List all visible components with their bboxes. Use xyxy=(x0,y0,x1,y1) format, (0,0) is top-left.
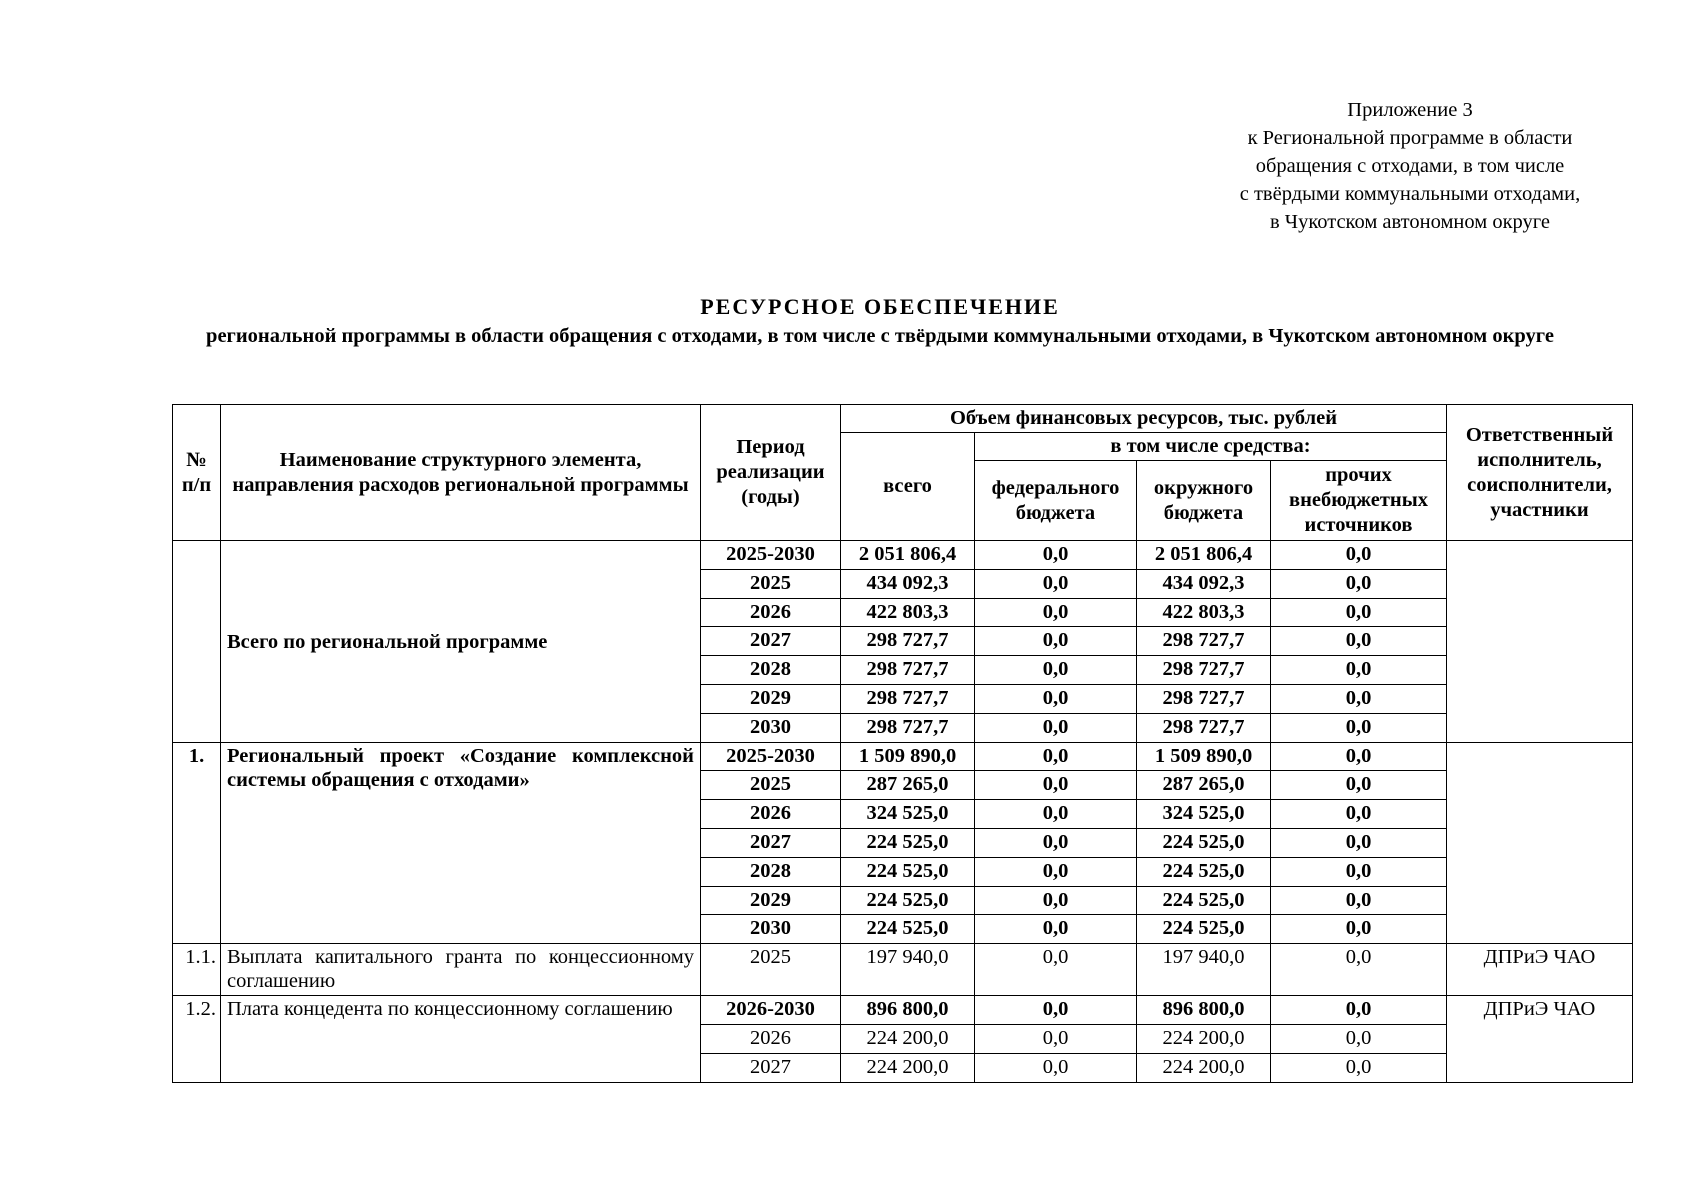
cell-district: 298 727,7 xyxy=(1137,656,1271,685)
cell-district: 287 265,0 xyxy=(1137,771,1271,800)
cell-federal: 0,0 xyxy=(975,800,1137,829)
header-total: всего xyxy=(841,433,975,541)
cell-total: 197 940,0 xyxy=(841,944,975,996)
cell-district: 298 727,7 xyxy=(1137,684,1271,713)
cell-other: 0,0 xyxy=(1271,996,1447,1025)
table-row xyxy=(173,742,1633,771)
cell-other: 0,0 xyxy=(1271,771,1447,800)
header-name: Наименование структурного элемента, направления расходов региональной программы xyxy=(221,405,701,541)
header-other: прочих внебюджетных источников xyxy=(1271,461,1447,541)
appendix-line: к Региональной программе в области xyxy=(1247,127,1573,149)
table-row xyxy=(173,541,1633,570)
cell-total: 298 727,7 xyxy=(841,684,975,713)
cell-other: 0,0 xyxy=(1271,857,1447,886)
cell-period: 2028 xyxy=(701,857,841,886)
cell-period: 2027 xyxy=(701,828,841,857)
cell-other: 0,0 xyxy=(1271,886,1447,915)
cell-period: 2026-2030 xyxy=(701,996,841,1025)
cell-other: 0,0 xyxy=(1271,598,1447,627)
cell-total: 224 200,0 xyxy=(841,1024,975,1053)
responsible-executor xyxy=(1447,742,1633,944)
cell-total: 896 800,0 xyxy=(841,996,975,1025)
cell-period: 2030 xyxy=(701,713,841,742)
cell-other: 0,0 xyxy=(1271,944,1447,996)
cell-period: 2025 xyxy=(701,944,841,996)
cell-period: 2029 xyxy=(701,886,841,915)
header-district: окружного бюджета xyxy=(1137,461,1271,541)
cell-other: 0,0 xyxy=(1271,915,1447,944)
element-name: Плата концедента по концессионному соглашению xyxy=(221,996,701,1082)
cell-total: 224 200,0 xyxy=(841,1053,975,1082)
cell-district: 1 509 890,0 xyxy=(1137,742,1271,771)
cell-total: 1 509 890,0 xyxy=(841,742,975,771)
cell-period: 2026 xyxy=(701,598,841,627)
cell-federal: 0,0 xyxy=(975,684,1137,713)
appendix-note xyxy=(1180,96,1640,236)
responsible-executor: ДПРиЭ ЧАО xyxy=(1447,996,1633,1082)
cell-period: 2029 xyxy=(701,684,841,713)
cell-other: 0,0 xyxy=(1271,1024,1447,1053)
cell-federal: 0,0 xyxy=(975,944,1137,996)
cell-federal: 0,0 xyxy=(975,742,1137,771)
cell-period: 2026 xyxy=(701,800,841,829)
element-name: Всего по региональной программе xyxy=(221,541,701,743)
cell-federal: 0,0 xyxy=(975,1024,1137,1053)
cell-district: 224 525,0 xyxy=(1137,886,1271,915)
cell-district: 224 525,0 xyxy=(1137,915,1271,944)
cell-total: 298 727,7 xyxy=(841,656,975,685)
cell-period: 2025-2030 xyxy=(701,742,841,771)
cell-other: 0,0 xyxy=(1271,569,1447,598)
cell-period: 2025-2030 xyxy=(701,541,841,570)
cell-period: 2027 xyxy=(701,627,841,656)
cell-total: 2 051 806,4 xyxy=(841,541,975,570)
cell-district: 298 727,7 xyxy=(1137,627,1271,656)
responsible-executor: ДПРиЭ ЧАО xyxy=(1447,944,1633,996)
appendix-line: с твёрдыми коммунальными отходами, xyxy=(1239,183,1581,205)
cell-period: 2025 xyxy=(701,771,841,800)
cell-other: 0,0 xyxy=(1271,1053,1447,1082)
cell-federal: 0,0 xyxy=(975,541,1137,570)
cell-other: 0,0 xyxy=(1271,656,1447,685)
row-number: 1.2. xyxy=(173,996,221,1082)
header-federal: федерального бюджета xyxy=(975,461,1137,541)
cell-district: 2 051 806,4 xyxy=(1137,541,1271,570)
cell-federal: 0,0 xyxy=(975,996,1137,1025)
cell-federal: 0,0 xyxy=(975,857,1137,886)
cell-district: 224 200,0 xyxy=(1137,1053,1271,1082)
cell-federal: 0,0 xyxy=(975,656,1137,685)
cell-period: 2025 xyxy=(701,569,841,598)
table-row xyxy=(173,996,1633,1025)
element-name: Региональный проект «Создание комплексной системы обращения с отходами» xyxy=(221,742,701,944)
row-number: 1. xyxy=(173,742,221,944)
cell-federal: 0,0 xyxy=(975,1053,1137,1082)
cell-total: 224 525,0 xyxy=(841,886,975,915)
table-body xyxy=(173,541,1633,1083)
cell-other: 0,0 xyxy=(1271,627,1447,656)
cell-total: 287 265,0 xyxy=(841,771,975,800)
cell-period: 2026 xyxy=(701,1024,841,1053)
table-row xyxy=(173,944,1633,996)
cell-total: 224 525,0 xyxy=(841,915,975,944)
appendix-line: обращения с отходами, в том числе xyxy=(1255,155,1565,177)
row-number xyxy=(173,541,221,743)
appendix-line: в Чукотском автономном округе xyxy=(1269,211,1551,233)
cell-other: 0,0 xyxy=(1271,541,1447,570)
header-period: Период реализации (годы) xyxy=(701,405,841,541)
cell-district: 422 803,3 xyxy=(1137,598,1271,627)
cell-total: 434 092,3 xyxy=(841,569,975,598)
cell-federal: 0,0 xyxy=(975,598,1137,627)
cell-federal: 0,0 xyxy=(975,627,1137,656)
responsible-executor xyxy=(1447,541,1633,743)
cell-district: 324 525,0 xyxy=(1137,800,1271,829)
cell-total: 422 803,3 xyxy=(841,598,975,627)
cell-total: 224 525,0 xyxy=(841,828,975,857)
header-responsible: Ответственный исполнитель, соисполнители, участники xyxy=(1447,405,1633,541)
cell-other: 0,0 xyxy=(1271,742,1447,771)
cell-other: 0,0 xyxy=(1271,800,1447,829)
element-name: Выплата капитального гранта по концессионному соглашению xyxy=(221,944,701,996)
title-block xyxy=(150,292,1610,350)
table-header xyxy=(173,405,1633,541)
cell-federal: 0,0 xyxy=(975,713,1137,742)
row-number: 1.1. xyxy=(173,944,221,996)
document-title: РЕСУРСНОЕ ОБЕСПЕЧЕНИЕ xyxy=(700,294,1060,319)
cell-district: 224 525,0 xyxy=(1137,857,1271,886)
cell-district: 224 525,0 xyxy=(1137,828,1271,857)
document-subtitle: региональной программы в области обращения с отходами, в том числе с твёрдыми коммунальными отходами, в Чукотском автономном округе xyxy=(206,325,1554,347)
header-num: № п/п xyxy=(173,405,221,541)
cell-district: 896 800,0 xyxy=(1137,996,1271,1025)
cell-district: 197 940,0 xyxy=(1137,944,1271,996)
cell-total: 224 525,0 xyxy=(841,857,975,886)
cell-period: 2028 xyxy=(701,656,841,685)
appendix-line: Приложение 3 xyxy=(1347,99,1473,121)
resource-table xyxy=(172,404,1633,1083)
cell-other: 0,0 xyxy=(1271,828,1447,857)
cell-total: 324 525,0 xyxy=(841,800,975,829)
cell-district: 224 200,0 xyxy=(1137,1024,1271,1053)
cell-period: 2030 xyxy=(701,915,841,944)
header-including: в том числе средства: xyxy=(975,433,1447,461)
header-finance: Объем финансовых ресурсов, тыс. рублей xyxy=(841,405,1447,433)
cell-federal: 0,0 xyxy=(975,828,1137,857)
cell-period: 2027 xyxy=(701,1053,841,1082)
cell-federal: 0,0 xyxy=(975,771,1137,800)
cell-federal: 0,0 xyxy=(975,886,1137,915)
cell-other: 0,0 xyxy=(1271,713,1447,742)
cell-district: 298 727,7 xyxy=(1137,713,1271,742)
cell-federal: 0,0 xyxy=(975,915,1137,944)
cell-total: 298 727,7 xyxy=(841,713,975,742)
cell-federal: 0,0 xyxy=(975,569,1137,598)
cell-district: 434 092,3 xyxy=(1137,569,1271,598)
cell-total: 298 727,7 xyxy=(841,627,975,656)
cell-other: 0,0 xyxy=(1271,684,1447,713)
